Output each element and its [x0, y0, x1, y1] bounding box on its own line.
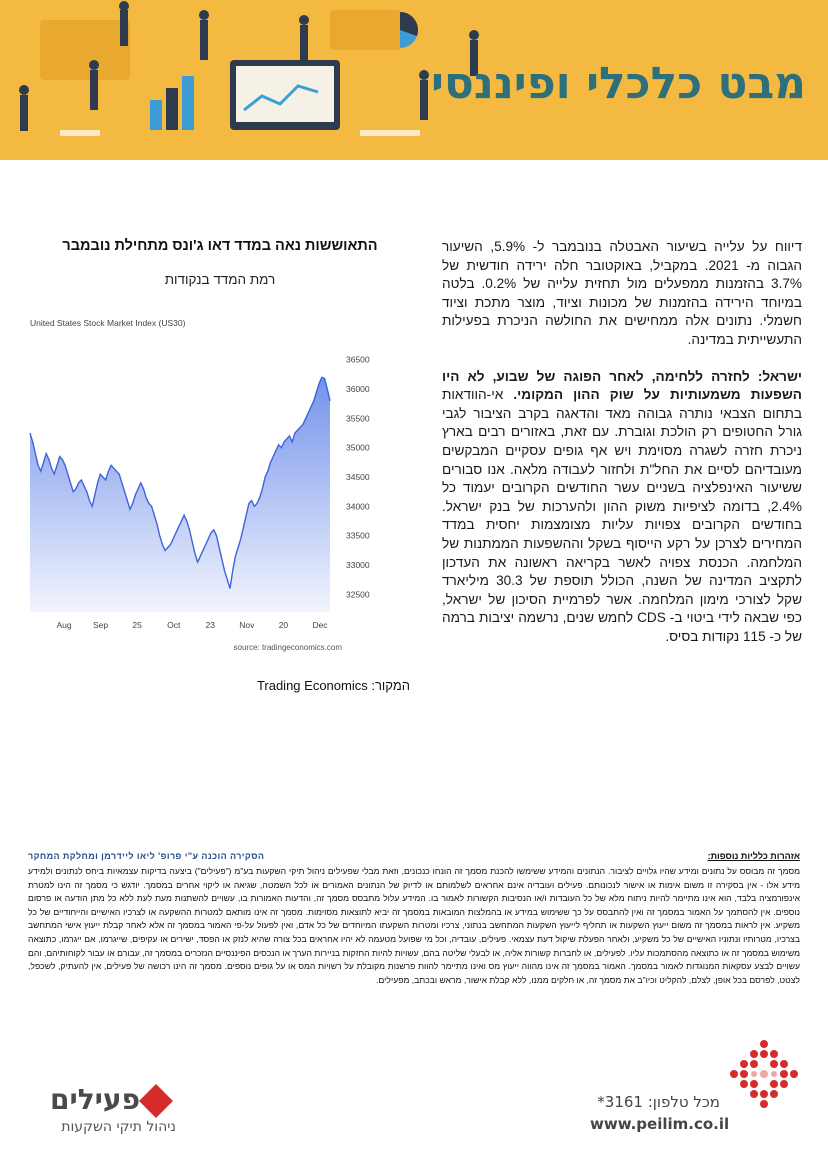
x-tick-label: Oct: [167, 620, 181, 630]
article-paragraph: דיווח על עלייה בשיעור האבטלה בנובמבר ל- 5.9%, השיעור הגבוה מ- 2021. במקביל, באוקטובר חלה ירידה חודשית של 3.7% בהזמנות ממפעלים מול תחזית עלייה של 0.2%. בלטה במיוחד הירידה בהזמנות של מכונות וציוד, מוצר מתכת וציוד חשמלי. נתונים אלה ממחישים את החולשה הניכרת בפעילות התעשייתית במדינה.: [442, 239, 802, 347]
stock-index-chart: [24, 308, 374, 658]
paragraph-body: אי-הוודאות בתחום הצבאי נותרה גבוהה מאד והדאגה בקרב הציבור לגבי גורל החטופים רק הולכת וגוברת. עם זאת, באזורים רבים בארץ ניכרת חזרה לשגרה מסוימת ויש אף גופים עסקיים המבקשים מעובדיהם לסיים את החל"ת ולחזור לעבודה מלאה. אנו סבורים ששיעור האינפלציה בשניים עשר החודשים הקרובים יעמוד כל 2.4%, בדומה לציפיות משוק ההון ולהערכות של בנק ישראל. בחודשים הקרובים צפויות עליות מצומצמות יחסית במדד המחירים לצרכן על רקע הייסוף בשקל וההשפעות הממתנות של המלחמה. הכנסת צפויה לאשר בקריאה ראשונה את העדכון לתקציב המדינה של השנה, הכולל תוספת של 30.3 מיליארד שקל לצורכי מימון המלחמה. אשר לפרמיית הסיכון של ישראל, כפי שבאה לידי ביטוי ב- CDS לחמש שנים, נרשמה יציבות ברמה של כ- 115 נקודות בסיס.: [442, 387, 802, 644]
x-tick-label: Dec: [312, 620, 328, 630]
chart-heading: התאוששות נאה במדד דאו ג'ונס מתחילת נובמבר: [62, 238, 378, 254]
y-tick-label: 33500: [346, 530, 370, 541]
y-tick-label: 35000: [346, 442, 370, 453]
chart-title: United States Stock Market Index (US30): [30, 318, 186, 328]
logo-name: פעילים: [50, 1083, 140, 1116]
page-title: מבט כלכלי ופיננסי: [431, 58, 806, 109]
index-area: [30, 377, 330, 612]
logo-tagline: ניהול תיקי השקעות: [61, 1119, 176, 1135]
company-logo: [26, 1083, 176, 1143]
x-tick-label: Aug: [56, 620, 72, 630]
y-tick-label: 34000: [346, 501, 370, 512]
x-tick-label: Nov: [239, 620, 255, 630]
dots-logo-icon: [724, 1038, 804, 1114]
x-tick-label: 25: [132, 620, 142, 630]
y-tick-label: 33000: [346, 560, 370, 571]
source-credit: המקור: Trading Economics: [256, 678, 410, 693]
contact-info: [590, 1093, 730, 1133]
article-column: [442, 238, 802, 664]
phone-number: מכל טלפון: 3161*: [597, 1093, 720, 1111]
diamond-logo-icon: [139, 1084, 173, 1118]
prepared-by: הסקירה הוכנה ע"י פרופ' ליאו ליידרמן ומחלקת המחקר: [28, 851, 265, 861]
x-tick-label: 23: [205, 620, 216, 630]
chart-source: source: tradingeconomics.com: [233, 643, 342, 652]
y-tick-label: 35500: [346, 413, 370, 424]
disclaimer-label: אזהרות כלליות נוספות:: [707, 851, 800, 861]
y-tick-label: 34500: [346, 472, 370, 483]
chart-subheading: רמת המדד בנקודות: [164, 272, 276, 287]
header-banner: [0, 0, 828, 160]
article-paragraph: [442, 368, 802, 647]
y-tick-label: 36000: [346, 384, 370, 395]
paragraph-lead: ישראל: לחזרה ללחימה, לאחר הפוגה של שבוע, לא היו השפעות משמעותיות על שוק ההון המקומי.: [442, 368, 802, 403]
chart-block: [22, 238, 418, 287]
y-tick-label: 36500: [346, 354, 370, 365]
website-link[interactable]: www.peilim.co.il: [590, 1115, 730, 1133]
x-tick-label: Sep: [93, 620, 109, 630]
disclaimer-text: מסמך זה מבוסס על נתונים ומידע שהיו גלויים לציבור. הנתונים והמידע ששימשו להכנת מסמך זה הונחו כנכונים, וזאת מבלי שפעילים ניהול תיקי השקעות בע"מ ("פעילים") ביצעה בדיקות עצמאיות ביחס לנתונים ולמידע מידע אלו - אין בסקירה זו משום אימות או אישור לנכונותם. פעילים ועובדיה אינם אחראים לשלמותם או לדיוק של הנתונים האמורים או לכל השמטה, שגיאה או ליקוי אחרים במסמך. יודגש כי מסמך זה הינו למטרת אינפורמציה בלבד, הוא אינו מתיימר להיות ניתוח מלא של כל העובדות ו/או הנסיבות הקשורות לאמור בו. המידע עלול מתבסס מסמך זה, והדעות האמורות בו, עשויים להשתנות מעת לעת ללא כל מתן הודעה או פרסום נוספים. אין להסתמך על האמור במסמך זה ואין להתבסס על כך ששימוש במידע או בהמלצות המובאות במסמך זה יביא לתוצאות מסוימות. מסמך זה אינו מותאם למטרות ההשקעה או לצרכיו האישיים והייחודיים של כל משקיע. אין לראות במסמך זה משום ייעוץ השקעות או תחליף לייעוץ השקעות המתחשב בנתוני, צרכיו ומטרות השקעתו המיוחדים של כל אדם, ואין לפעול על-פי האמור במסמך זה אלא לאחר קבלת ייעוץ אישי המתחשב בצרכיו, מטרותיו ונתוניו האישיים של כל משקיע, ולאחר הפעלת שיקול דעת עצמאי. פעילים, עובדיה, וכל מי שפועל מטעמה לא יהיו אחראים בכל צורה שהיא לנזק או הפסד, ישירים או עקיפים, שייגרמו, אם ייגרמו, כתוצאה משימוש במסמך זה או כתוצאה מהסתמכות עליו. לפעילים, או לחברות קשורות אליה, או לבעלי שליטה בהם, עשויות להיות החזקות בניירות הערך או הנכסים הפיננסיים הנזכרים במסמך זה, עבורם או עבור לקוחותיהם, והם עשויים לבצע עסקאות המנוגדות לאמור במסמך. האמור במסמך זה אינו מהווה ייעוץ מס ואינו מתיימר להוות פרשנות מקובלת על רשויות המס או על גופים נוספים. מסמך זה הינו רכושה של פעילים, אין להעתיק, לשכפל, לצטט, לפרסם בכל אופן, לצלם, להקליט וכיו"ב את מסמך זה, או חלקים ממנו, ללא קבלת אישור, מראש ובכתב, מפעילים.: [28, 866, 800, 985]
x-tick-label: 20: [278, 620, 289, 630]
y-tick-label: 32500: [346, 589, 370, 600]
